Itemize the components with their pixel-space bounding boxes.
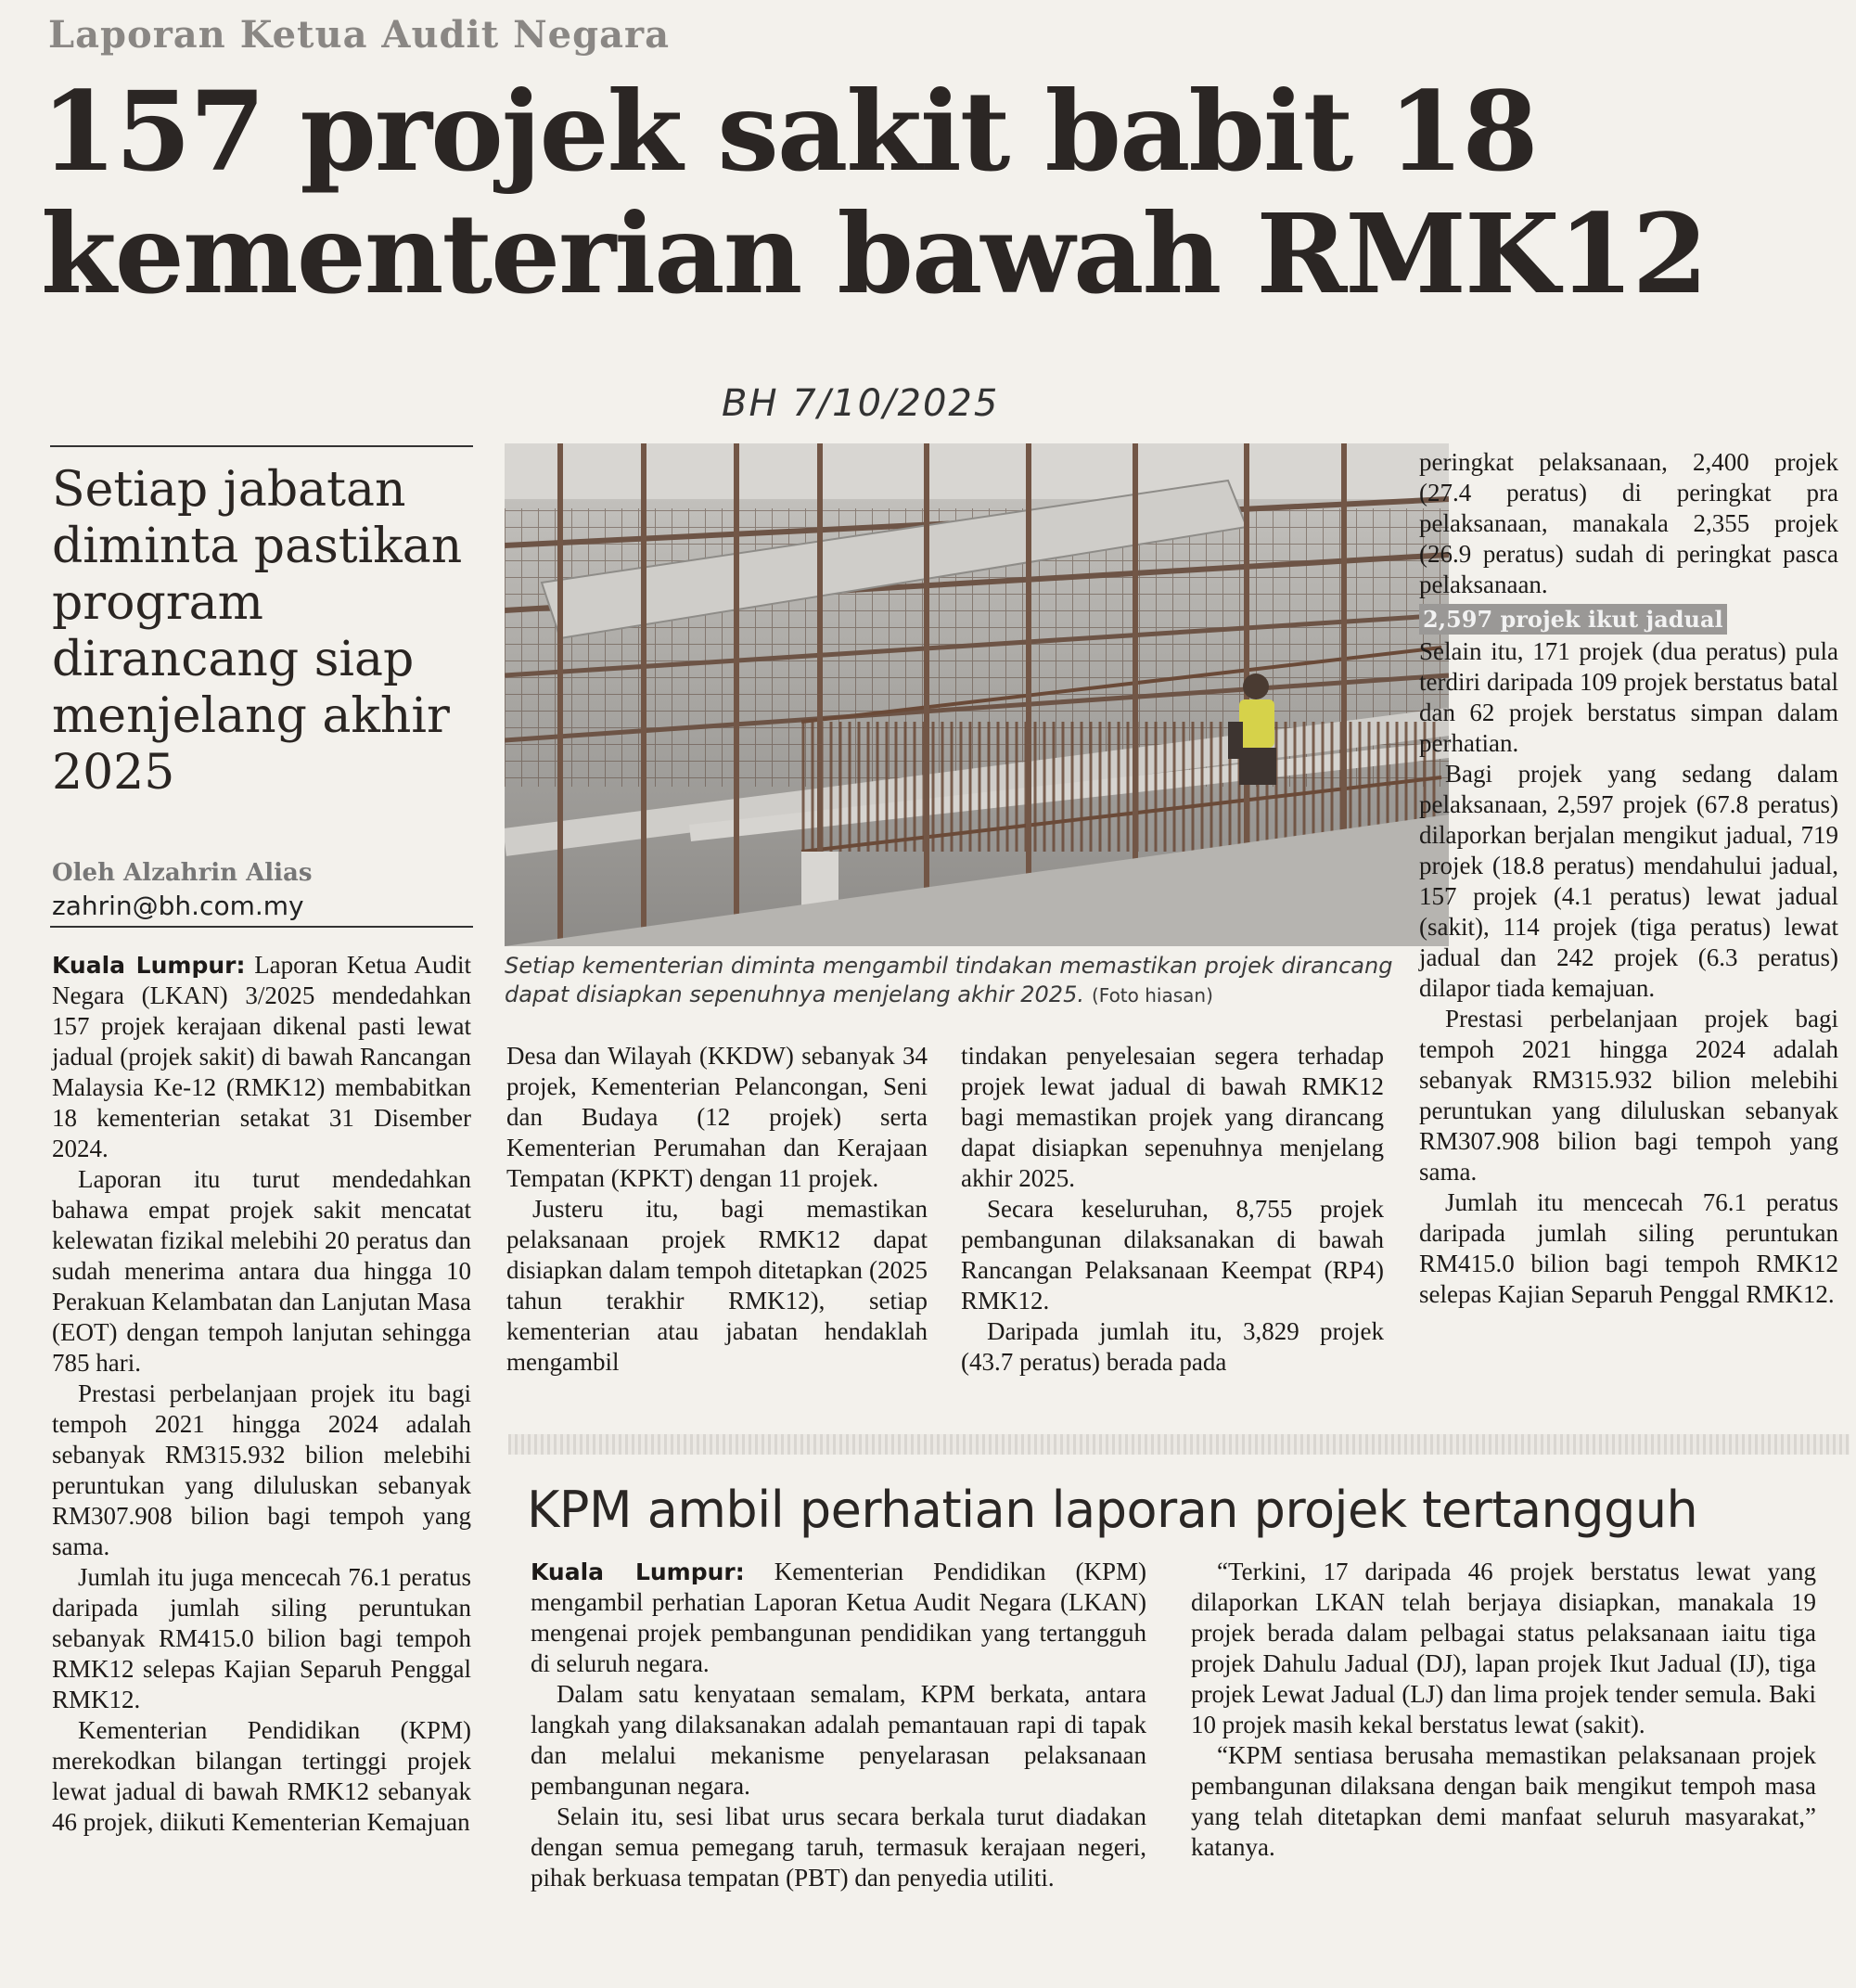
article-column-1 (52, 950, 471, 1838)
article-paragraph: Jumlah itu mencecah 76.1 peratus daripada jumlah siling peruntukan RM415.0 bilion bagi tempoh RMK12 selepas Kajian Separuh Penggal RMK12. (1419, 1188, 1838, 1308)
article-paragraph: tindakan penyelesaian segera terhadap projek lewat jadual di bawah RMK12 bagi memastikan projek yang dirancang dapat disiapkan sepenuhnya menjelang akhir 2025. (961, 1042, 1384, 1192)
caption-text: Setiap kementerian diminta mengambil tindakan memastikan projek dirancang dapat disiapkan sepenuhnya menjelang akhir 2025. (505, 953, 1393, 1007)
sidebar-headline: KPM ambil perhatian laporan projek tertangguh (527, 1481, 1698, 1539)
article-paragraph: Bagi projek yang sedang dalam pelaksanaan, 2,597 projek (67.8 peratus) dilaporkan berjalan mengikut jadual, 719 projek (18.8 peratus) mendahului jadual, 157 projek (4.1 peratus) lewat jadual (sakit), 114 projek (tiga peratus) lewat jadual dan 242 projek (6.3 peratus) dilapor tiada kemajuan. (1419, 760, 1838, 1002)
article-paragraph: Desa dan Wilayah (KKDW) sebanyak 34 projek, Kementerian Pelancongan, Seni dan Budaya (12 projek) serta Kementerian Perumahan dan Kerajaan Tempatan (KPKT) dengan 11 projek. (506, 1042, 928, 1192)
standfirst: Setiap jabatan diminta pastikan program dirancang siap menjelang akhir 2025 (52, 462, 463, 801)
article-paragraph: Kementerian Pendidikan (KPM) merekodkan bilangan tertinggi projek lewat jadual di bawah RMK12 sebanyak 46 projek, diikuti Kementerian Kemajuan (52, 1716, 471, 1836)
article-subhead: 2,597 projek ikut jadual (1419, 604, 1727, 635)
sidebar-dateline: Kuala Lumpur: (531, 1558, 745, 1585)
byline-rule (50, 926, 473, 928)
article-column-2 (506, 1041, 928, 1378)
sidebar-paragraph: Selain itu, sesi libat urus secara berkala turut diadakan dengan semua pemegang taruh, termasuk kerajaan negeri, pihak berkuasa tempatan (PBT) dan penyedia utiliti. (531, 1802, 1146, 1892)
sidebar-paragraph: “KPM sentiasa berusaha memastikan pelaksanaan projek pembangunan dilaksana dengan baik mengikut tempoh masa yang telah ditetapkan demi manfaat seluruh masyarakat,” katanya. (1191, 1741, 1816, 1861)
article-column-4 (1419, 447, 1838, 1310)
headline-line-1: 157 projek sakit babit 18 (41, 67, 1537, 196)
sidebar-column-2 (1191, 1557, 1816, 1863)
dateline: Kuala Lumpur: (52, 952, 246, 979)
photo-credit: (Foto hiasan) (1091, 984, 1213, 1007)
handwritten-date-note: BH 7/10/2025 (722, 382, 1000, 425)
article-paragraph: Jumlah itu juga mencecah 76.1 peratus daripada jumlah siling peruntukan sebanyak RM415.0 bilion bagi tempoh RMK12 selepas Kajian Separuh Penggal RMK12. (52, 1563, 471, 1713)
construction-photo (505, 443, 1449, 946)
article-column-3 (961, 1041, 1384, 1378)
standfirst-top-rule (50, 445, 473, 447)
sidebar-separator (508, 1434, 1850, 1455)
sidebar-paragraph: Kuala Lumpur: Kementerian Pendidikan (KPM) mengambil perhatian Laporan Ketua Audit Negara (LKAN) mengenai projek pembangunan pendidikan yang tertangguh di seluruh negara. (531, 1558, 1147, 1677)
sidebar-column-1 (531, 1557, 1146, 1893)
sidebar-paragraph: Dalam satu kenyataan semalam, KPM berkata, antara langkah yang dilaksanakan adalah pemantauan rapi di tapak dan melalui mekanisme penyelarasan pelaksanaan pembangunan negara. (531, 1680, 1146, 1800)
byline-email: zahrin@bh.com.my (52, 891, 304, 921)
article-paragraph: peringkat pelaksanaan, 2,400 projek (27.4 peratus) di peringkat pra pelaksanaan, manakala 2,355 projek (26.9 peratus) sudah di peringkat pasca pelaksanaan. (1419, 448, 1838, 598)
article-paragraph: Selain itu, 171 projek (dua peratus) pula terdiri daripada 109 projek berstatus batal dan 62 projek berstatus simpan dalam perhatian. (1419, 637, 1838, 757)
article-paragraph: Kuala Lumpur: Laporan Ketua Audit Negara (LKAN) 3/2025 mendedahkan 157 projek kerajaan dikenal pasti lewat jadual (projek sakit) di bawah Rancangan Malaysia Ke-12 (RMK12) membabitkan 18 kementerian setakat 31 Disember 2024. (52, 951, 472, 1162)
headline (41, 67, 1831, 318)
kicker: Laporan Ketua Audit Negara (48, 13, 671, 57)
sidebar-paragraph: “Terkini, 17 daripada 46 projek berstatus lewat yang dilaporkan LKAN telah berjaya disiapkan, manakala 19 projek berada dalam pelbagai status pelaksanaan iaitu tiga projek Dahulu Jadual (DJ), lapan projek Ikut Jadual (IJ), tiga projek Lewat Jadual (LJ) dan lima projek tender semula. Baki 10 projek masih kekal berstatus lewat (sakit). (1191, 1558, 1816, 1738)
article-paragraph: Secara keseluruhan, 8,755 projek pembangunan dilaksanakan di bawah Rancangan Pelaksanaan Keempat (RP4) RMK12. (961, 1195, 1384, 1315)
byline-name: Oleh Alzahrin Alias (52, 859, 313, 887)
article-paragraph: Justeru itu, bagi memastikan pelaksanaan projek RMK12 dapat disiapkan dalam tempoh ditetapkan (2025 tahun terakhir RMK12), setiap kementerian atau jabatan hendaklah mengambil (506, 1195, 928, 1376)
article-paragraph: Prestasi perbelanjaan projek bagi tempoh 2021 hingga 2024 adalah sebanyak RM315.932 bilion melebihi peruntukan yang diluluskan sebanyak RM307.908 bilion bagi tempoh yang sama. (1419, 1005, 1838, 1186)
article-paragraph: Daripada jumlah itu, 3,829 projek (43.7 peratus) berada pada (961, 1317, 1384, 1376)
headline-line-2: kementerian bawah RMK12 (41, 189, 1707, 318)
scaffolding-illustration (505, 443, 1449, 946)
article-paragraph: Prestasi perbelanjaan projek itu bagi tempoh 2021 hingga 2024 adalah sebanyak RM315.932 bilion melebihi peruntukan yang diluluskan sebanyak RM307.908 bilion bagi tempoh yang sama. (52, 1379, 471, 1560)
photo-caption (505, 952, 1451, 1010)
article-paragraph: Laporan itu turut mendedahkan bahawa empat projek sakit mencatat kelewatan fizikal melebihi 20 peratus dan sudah menerima antara dua hingga 10 Perakuan Kelambatan dan Lanjutan Masa (EOT) dengan tempoh lanjutan sehingga 785 hari. (52, 1165, 471, 1377)
